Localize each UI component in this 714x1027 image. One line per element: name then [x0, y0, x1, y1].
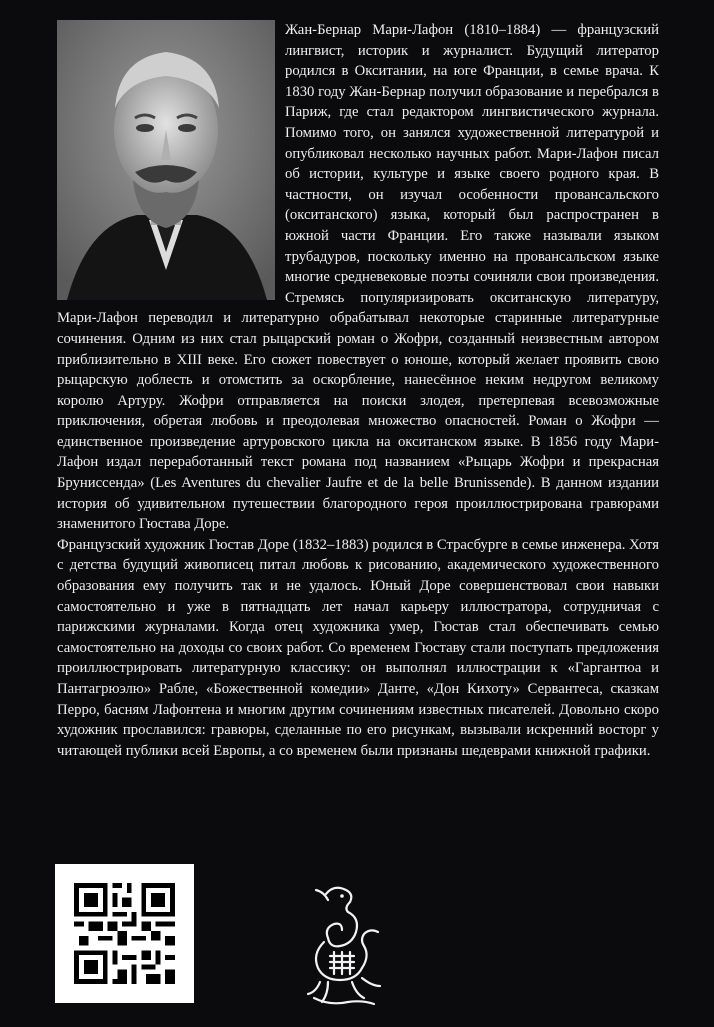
paragraph-author: Жан-Бернар Мари-Лафон (1810–1884) — французский лингвист, историк и журналист. Будущий литератор родился в Окситании, на юге Франции, в семье врача. К 1830 году Жан-Бернар получил образование и перебрался в Париж, где стал редактором лингвистического журнала. Помимо того, он занялся художественной литературой и опубликовал несколько научных работ. Мари-Лафон писал об истории, культуре и языке своего родного края. В частности, он изучал особенности провансальского (окситанского) языка, который был распространен в южной части Франции. Его также называли языком трубадуров, поскольку именно на провансальском языке многие средневековые поэты сочиняли свои произведения. Стремясь популяризировать окситанскую литературу, Мари-Лафон переводил и литературно обрабатывал некоторые старинные литературные сочинения. Одним из них стал рыцарский роман о Жофри, созданный неизвестным автором приблизительно в XIII веке. Его сюжет повествует о юноше, который желает проявить свою рыцарскую доблесть и отомстить за оскорбление, нанесённое неким недругом великому королю Артуру. Жофри отправляется на поиски злодея, претерпевая всевозможные приключения, обретая любовь и преодолевая множество опасностей. Роман о Жофри — единственное произведение артуровского цикла на окситанском языке. В 1856 году Мари-Лафон издал переработанный текст романа под названием «Рыцарь Жофри и прекрасная Бруниссенда» (Les Aventures du chevalier Jaufre et de la belle Brunissende). В данном издании история об удивительном путешествии благородного героя проиллюстрирована гравюрами знаменитого Гюстава Доре. — [57, 22, 659, 533]
author-portrait — [57, 20, 275, 300]
qr-code — [55, 864, 194, 1003]
back-cover-text — [57, 20, 659, 761]
publisher-logo-icon — [304, 882, 384, 1008]
paragraph-illustrator: Французский художник Гюстав Доре (1832–1883) родился в Страсбурге в семье инженера. Хотя с детства будущий живописец питал любовь к рисованию, академического художественного образования ему получить так и не удалось. Юный Доре совершенствовал свои навыки самостоятельно и уже в пятнадцать лет начал карьеру иллюстратора, сотрудничая с парижскими журналами. Когда отец художника умер, Гюстав стал обеспечивать семью самостоятельно на доходы со своих работ. Со временем Гюставу стали поступать предложения проиллюстрировать литературную классику: он выполнял иллюстрации к «Гаргантюа и Пантагрюэлю» Рабле, «Божественной комедии» Данте, «Дон Кихоту» Сервантеса, сказкам Перро, басням Лафонтена и многим другим сочинениям известных писателей. Довольно скоро художник прославился: гравюры, сделанные по его рисункам, вызывали искренний восторг у читающей публики всей Европы, а со временем были признаны шедеврами книжной графики. — [57, 536, 659, 759]
